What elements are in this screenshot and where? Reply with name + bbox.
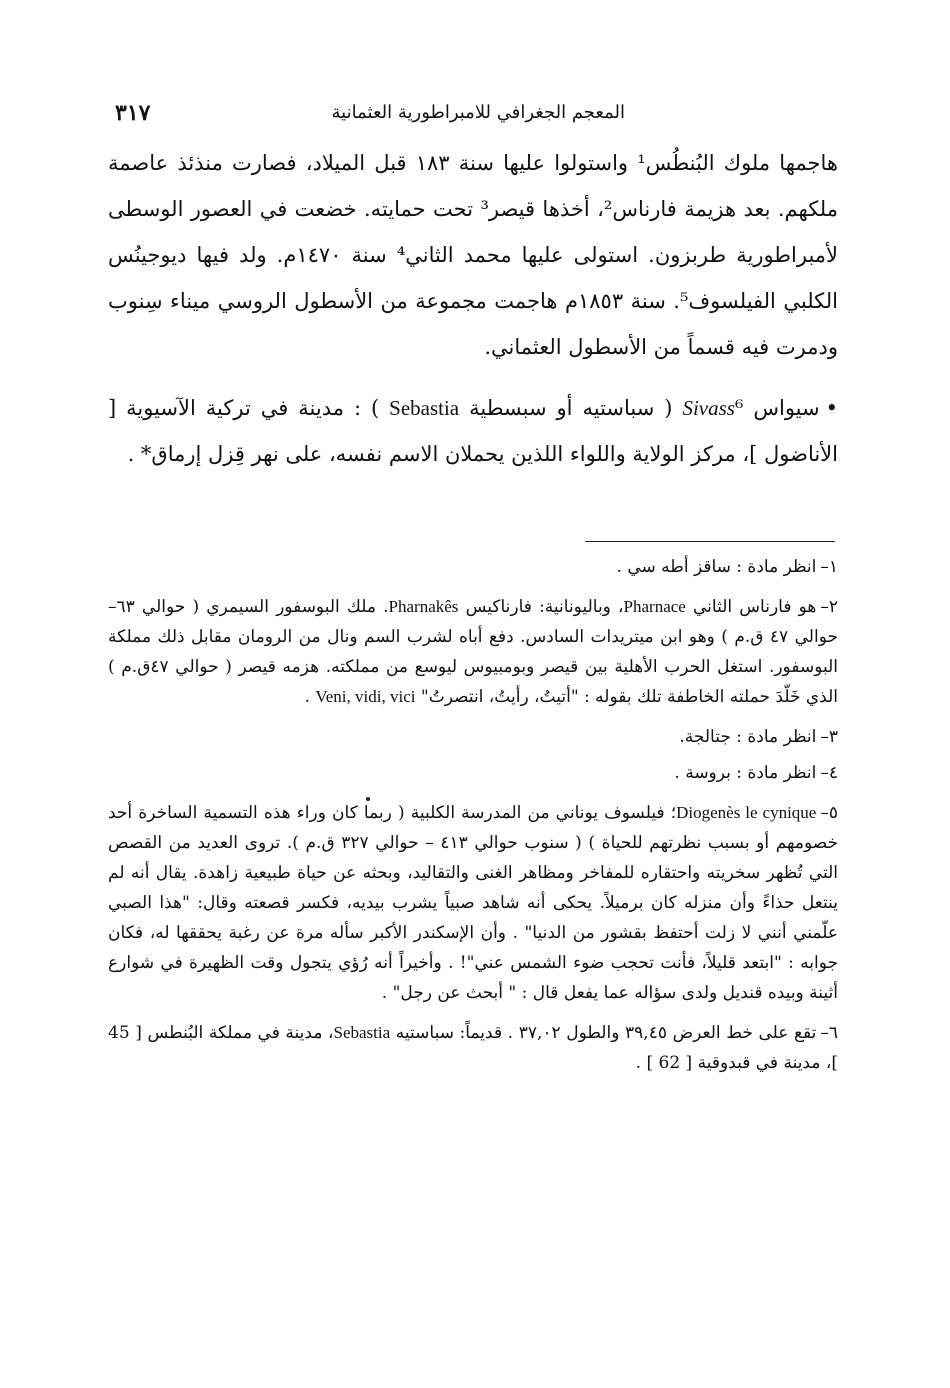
footnote-1 [108,552,838,582]
entry-text [108,385,838,477]
footnote-number: ٤– [820,763,838,783]
footnote-5 [108,798,838,1008]
entry-sivas [108,385,838,477]
footnote-text: ، وباليونانية: فارناكيس [465,597,624,617]
footnote-number: ٣– [820,727,838,747]
entry-paren-close: ) : مدينة في تركية الآسيوية [ الأناضول ]، مركز الولاية واللواء اللذين يحملان الاسم نفسه، على نهر قِزل إرماق* . [108,396,838,466]
entry-paren-open: ( سباستيه أو سبسطية [469,396,673,420]
header-title: المعجم الجغرافي للامبراطورية العثمانية [331,102,625,123]
bullet: • [825,396,838,420]
page-number: ٣١٧ [115,100,151,126]
footnote-latin: Pharnakês [388,597,459,616]
paragraph-text: هاجمها ملوك البُنطُس¹ واستولوا عليها سنة ١٨٣ قبل الميلاد، فصارت منذئذ عاصمة ملكهم. بعد هزيمة فارناس²، أخذها قيصر³ تحت حمايته. خضعت في العصور الوسطى لأمبراطورية طربزون. استولى عليها محمد الثاني⁴ سنة ١٤٧٠م. ولد فيها ديوجينُس الكلبي الفيلسوف⁵. سنة ١٨٥٣م هاجمت مجموعة من الأسطول الروسي ميناء سِنوب ودمرت فيه قسماً من الأسطول العثماني. [108,151,839,359]
footnote-number: ٦– [820,1023,839,1043]
footnote-latin: Pharnace [623,597,686,616]
footnote-text: . [304,687,310,707]
main-paragraph [108,140,838,370]
running-header [115,100,835,134]
footnote-text: هو فارناس الثاني [693,597,817,617]
entry-paren-latin: Sebastia [389,396,460,420]
footnote-text: . ملك البوسفور السيمري ( حوالي ٦٣–حوالي ٤٧ ق.م ) وهو ابن ميتريدات السادس. دفع أباه لشرب السم ونال من الرومان مقابل ذلك مملكة البوسفور. استغل الحرب الأهلية بين قيصر وبومبيوس ليوسع من مملكته. هزمه قيصر ( حوالي ٤٧ق.م ) الذي خَلّدَ حملته الخاطفة تلك بقوله : "أتيتُ، رأيتُ، انتصرتُ" [108,597,839,707]
footnote-number: ٥– [820,803,838,823]
footnotes [108,552,838,1088]
entry-headword: سيواس [753,396,820,420]
footnote-text: انظر مادة : بروسة . [674,763,817,783]
footnote-3 [108,722,838,752]
footnote-4 [108,758,838,788]
footnote-latin: Veni, vidi, vici [315,687,416,706]
footnote-text: انظر مادة : جتالجة. [679,727,817,747]
footnote-number: ٢– [820,597,839,617]
footnote-text: ؛ فيلسوف يوناني من المدرسة الكلبية ( ربما كان وراء هذه التسمية الساخرة أحد خصومهم أو بسبب نظرتهم للحياة ) ( سنوب حوالي ٤١٣ – حوالي ٣٢٧ ق.م ). تروى العديد من القصص التي تُظهر سخريته واحتقاره للمفاخر ومظاهر الغنى والتقاليد، وبحثه عن حياة طبيعية زاهدة. يقال أنه لم ينتعل حذاءً وأن منزله كان برميلاً. يحكى أنه شاهد صبياً يشرب بيديه، فكسر قصعته وقال: "هذا الصبي علّمني أنني لا زلت أحتفظ بقشور من الدنيا" . وأن الإسكندر الأكبر سأله مرة عن رغبة يحققها له، فكان جوابه : "ابتعد قليلاً، فأنت تحجب ضوء الشمس عني"! . وأخيراً أنه رُؤي يتجول وقت الظهيرة في شوارع أثينة وبيده قنديل ولدى سؤاله عما يفعل قال : " أبحث عن رجل" . [108,803,839,1003]
footnote-text: ، مدينة في مملكة البُنطس [ 45 ]، مدينة في قبدوقية [ 62 ] . [108,1023,838,1073]
footnote-latin: Sebastia [333,1023,391,1042]
entry-note-mark: ⁶ [734,396,744,420]
footnote-text: انظر مادة : ساقز أطه سي . [616,557,817,577]
footnote-divider [585,541,835,542]
entry-latin-name: Sivass [682,396,735,420]
footnote-latin: Diogenès le cynique [676,803,817,822]
footnote-6 [108,1018,838,1078]
footnote-number: ١– [820,557,838,577]
footnote-text: تقع على خط العرض ٣٩,٤٥ والطول ٣٧,٠٢ . قديماً: سباستيه [395,1023,817,1043]
footnote-2 [108,592,838,712]
stray-mark [366,797,370,801]
